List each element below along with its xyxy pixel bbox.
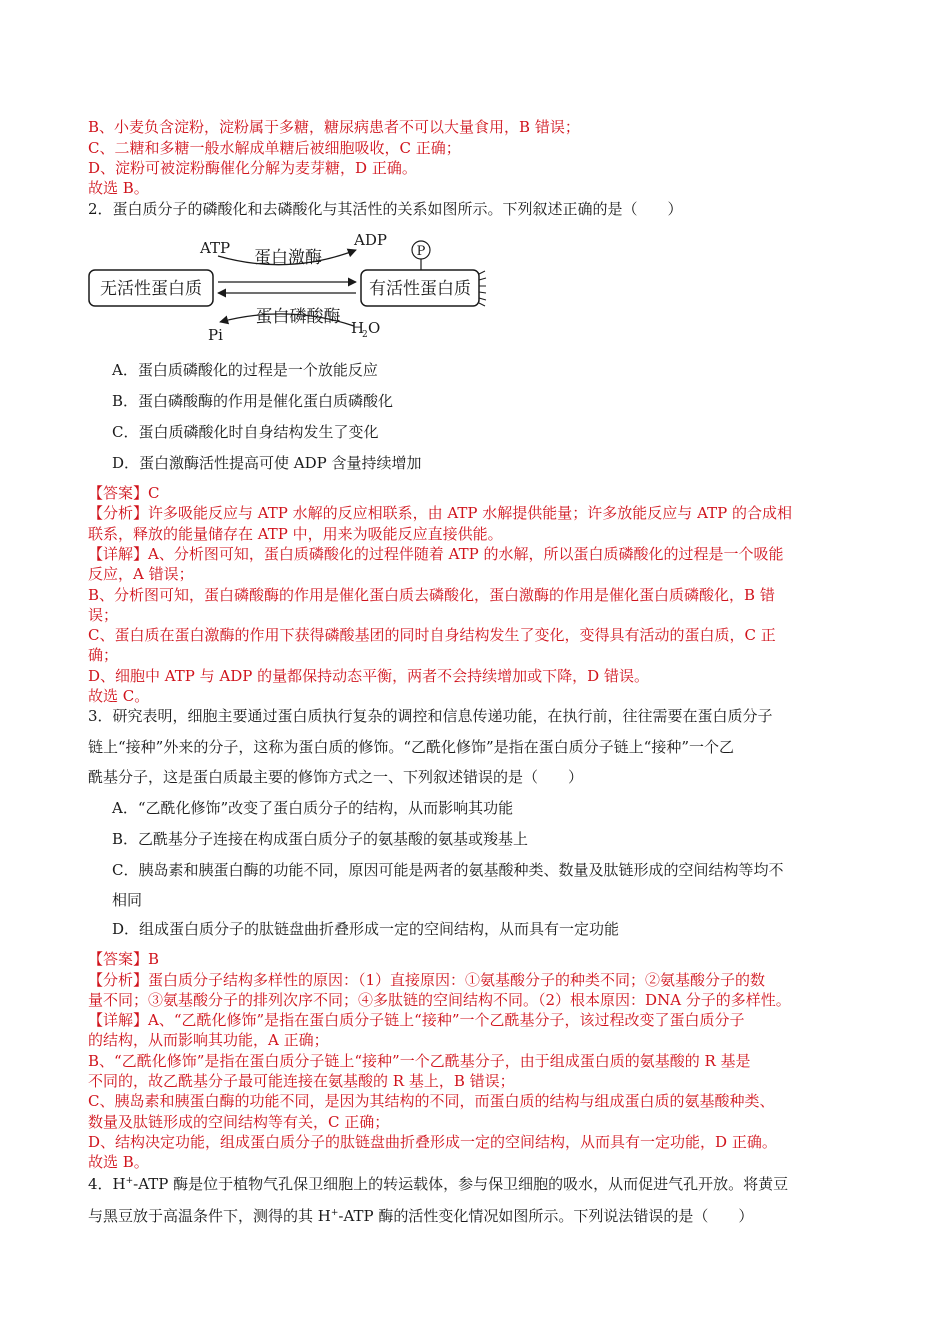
q2-detail-line: C、蛋白质在蛋白激酶的作用下获得磷酸基团的同时自身结构发生了变化，变得具有活动的蛋白质，C 正 xyxy=(88,626,776,644)
q3-analysis-line: 【分析】蛋白质分子结构多样性的原因：（1）直接原因：①氨基酸分子的种类不同；②氨基酸分子的数 xyxy=(88,971,766,989)
q3-detail-line: 的结构，从而影响其功能，A 正确； xyxy=(88,1031,329,1049)
q3-analysis-line: 量不同；③氨基酸分子的排列次序不同；④多肽链的空间结构不同。（2）根本原因：DNA 分子的多样性。 xyxy=(88,991,791,1009)
h2o-label-o: O xyxy=(368,319,381,337)
q2-option-d: D．蛋白激酶活性提高可使 ADP 含量持续增加 xyxy=(112,454,422,472)
q4-stem-part: -ATP 酶的活性变化情况如图所示。下列说法错误的是（ ） xyxy=(338,1207,754,1225)
q2-detail-line: 【详解】A、分析图可知，蛋白质磷酸化的过程伴随着 ATP 的水解，所以蛋白质磷酸化的过程是一个吸能 xyxy=(88,545,784,563)
q4-stem-line-1 xyxy=(88,1174,864,1194)
q3-option-c: C．胰岛素和胰蛋白酶的功能不同，原因可能是两者的氨基酸种类、数量及肽链形成的空间结构等均不 xyxy=(112,861,784,879)
inactive-protein-label: 无活性蛋白质 xyxy=(100,279,202,299)
kinase-label: 蛋白激酶 xyxy=(254,248,322,268)
q4-stem-part: 与黑豆放于高温条件下，测得的其 H xyxy=(88,1207,331,1225)
q2-detail-line: 确； xyxy=(88,646,119,664)
q2-option-c: C．蛋白质磷酸化时自身结构发生了变化 xyxy=(112,423,379,441)
phosphorylation-diagram-svg xyxy=(88,230,498,345)
q2-stem: 2．蛋白质分子的磷酸化和去磷酸化与其活性的关系如图所示。下列叙述正确的是（ ） xyxy=(88,200,683,218)
q2-option-a: A．蛋白质磷酸化的过程是一个放能反应 xyxy=(112,361,378,379)
q3-detail-line: 【详解】A、“乙酰化修饰”是指在蛋白质分子链上“接种”一个乙酰基分子，该过程改变了蛋白质分子 xyxy=(88,1011,745,1029)
q3-detail-line: C、胰岛素和胰蛋白酶的功能不同，是因为其结构的不同，而蛋白质的结构与组成蛋白质的氨基酸种类、 xyxy=(88,1092,775,1110)
q4-stem-line-2 xyxy=(88,1206,864,1226)
adp-label: ADP xyxy=(354,231,387,249)
q1-detail-line: D、淀粉可被淀粉酶催化分解为麦芽糖，D 正确。 xyxy=(88,159,417,177)
active-protein-label: 有活性蛋白质 xyxy=(369,279,471,299)
h2o-label-2: 2 xyxy=(362,330,368,340)
h2o-label-h: H xyxy=(351,319,365,337)
q4-superscript: + xyxy=(330,1208,339,1218)
q3-stem-line: 链上“接种”外来的分子，这称为蛋白质的修饰。“乙酰化修饰”是指在蛋白质分子链上“接种”一个乙 xyxy=(88,738,735,756)
q3-answer: 【答案】B xyxy=(88,950,160,968)
phosphate-label: P xyxy=(416,244,426,259)
q3-stem-line: 酰基分子，这是蛋白质最主要的修饰方式之一、下列叙述错误的是（ ） xyxy=(88,768,584,786)
q3-detail-line: B、“乙酰化修饰”是指在蛋白质分子链上“接种”一个乙酰基分子，由于组成蛋白质的氨基酸的 R 基是 xyxy=(88,1052,751,1070)
q1-detail-line: C、二糖和多糖一般水解成单糖后被细胞吸收，C 正确； xyxy=(88,139,461,157)
q4-stem-part: 4．H xyxy=(88,1175,126,1193)
q2-conclusion: 故选 C。 xyxy=(88,687,150,705)
q3-option-c-cont: 相同 xyxy=(112,891,143,909)
phosphatase-label: 蛋白磷酸酶 xyxy=(255,307,341,327)
atp-label: ATP xyxy=(200,239,231,257)
q3-option-b: B．乙酰基分子连接在构成蛋白质分子的氨基酸的氨基或羧基上 xyxy=(112,830,529,848)
q3-stem-line: 3．研究表明，细胞主要通过蛋白质执行复杂的调控和信息传递功能，在执行前，往往需要在蛋白质分子 xyxy=(88,707,773,725)
q2-option-b: B．蛋白磷酸酶的作用是催化蛋白质磷酸化 xyxy=(112,392,394,410)
q3-detail-line: 不同的，故乙酰基分子最可能连接在氨基酸的 R 基上，B 错误； xyxy=(88,1072,515,1090)
phosphorylation-diagram xyxy=(88,230,498,345)
q1-conclusion: 故选 B。 xyxy=(88,179,149,197)
q2-answer: 【答案】C xyxy=(88,484,160,502)
q2-analysis-line: 联系，释放的能量储存在 ATP 中，用来为吸能反应直接供能。 xyxy=(88,525,503,543)
q4-stem-part: -ATP 酶是位于植物气孔保卫细胞上的转运载体，参与保卫细胞的吸水，从而促进气孔开放。将黄豆 xyxy=(133,1175,789,1193)
active-site-marks xyxy=(479,271,486,306)
q3-detail-line: D、结构决定功能，组成蛋白质分子的肽链盘曲折叠形成一定的空间结构，从而具有一定功能，D 正确。 xyxy=(88,1133,777,1151)
q2-analysis-line: 【分析】许多吸能反应与 ATP 水解的反应相联系，由 ATP 水解提供能量；许多放能反应与 ATP 的合成相 xyxy=(88,504,792,522)
pi-label: Pi xyxy=(208,326,223,344)
q1-detail-line: B、小麦负含淀粉，淀粉属于多糖，糖尿病患者不可以大量食用，B 错误； xyxy=(88,118,580,136)
q3-option-d: D．组成蛋白质分子的肽链盘曲折叠形成一定的空间结构，从而具有一定功能 xyxy=(112,920,620,938)
q3-option-a: A．“乙酰化修饰”改变了蛋白质分子的结构，从而影响其功能 xyxy=(112,799,514,817)
q3-detail-line: 数量及肽链形成的空间结构等有关，C 正确； xyxy=(88,1113,390,1131)
q2-detail-line: 反应，A 错误； xyxy=(88,565,194,583)
q4-superscript: + xyxy=(125,1176,134,1186)
q2-detail-line: 误； xyxy=(88,606,119,624)
q2-detail-line: D、细胞中 ATP 与 ADP 的量都保持动态平衡，两者不会持续增加或下降，D 错误。 xyxy=(88,667,649,685)
q2-detail-line: B、分析图可知，蛋白磷酸酶的作用是催化蛋白质去磷酸化，蛋白激酶的作用是催化蛋白质磷酸化，B 错 xyxy=(88,586,775,604)
q3-conclusion: 故选 B。 xyxy=(88,1153,149,1171)
